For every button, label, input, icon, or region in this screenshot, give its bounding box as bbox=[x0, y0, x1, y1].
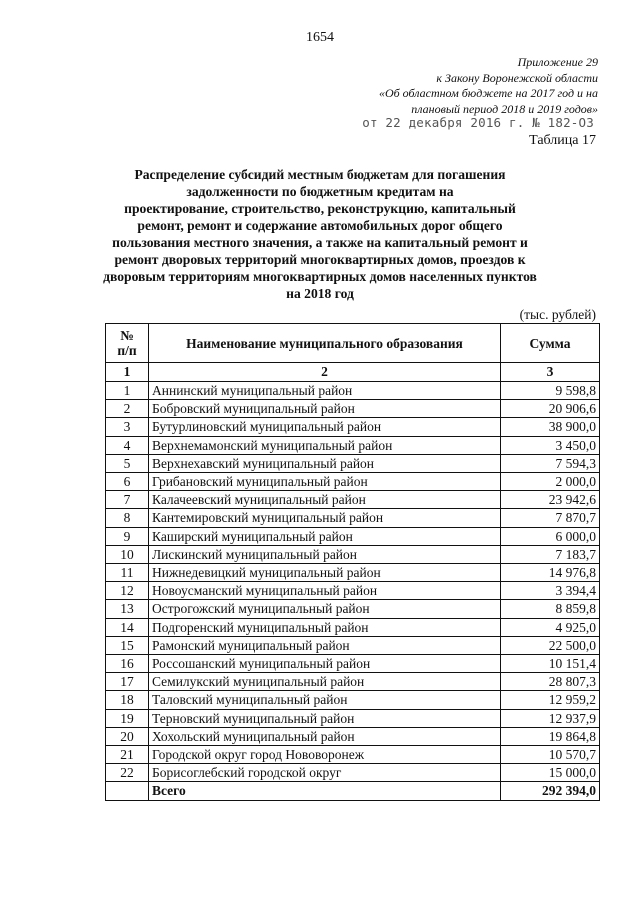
subsidy-amount: 2 000,0 bbox=[501, 473, 600, 491]
municipality-name: Городской округ город Нововоронеж bbox=[149, 746, 501, 764]
appendix-line: «Об областном бюджете на 2017 год и на bbox=[378, 86, 598, 100]
subsidy-amount: 3 394,4 bbox=[501, 582, 600, 600]
subsidy-amount: 38 900,0 bbox=[501, 418, 600, 436]
row-number: 6 bbox=[106, 473, 149, 491]
municipality-name: Борисоглебский городской округ bbox=[149, 764, 501, 782]
subsidy-amount: 9 598,8 bbox=[501, 382, 600, 400]
row-number: 3 bbox=[106, 418, 149, 436]
row-number: 7 bbox=[106, 491, 149, 509]
table-row bbox=[106, 418, 600, 436]
subsidy-amount: 6 000,0 bbox=[501, 527, 600, 545]
title-line: пользования местного значения, а также на капитальный ремонт и bbox=[112, 235, 528, 250]
municipality-name: Терновский муниципальный район bbox=[149, 709, 501, 727]
subsidy-amount: 28 807,3 bbox=[501, 673, 600, 691]
table-row bbox=[106, 600, 600, 618]
title-line: задолженности по бюджетным кредитам на bbox=[186, 184, 454, 199]
subsidy-amount: 20 906,6 bbox=[501, 400, 600, 418]
municipality-name: Калачеевский муниципальный район bbox=[149, 491, 501, 509]
header-num-line: № bbox=[120, 328, 134, 343]
subsidy-amount: 22 500,0 bbox=[501, 636, 600, 654]
row-number: 9 bbox=[106, 527, 149, 545]
row-number: 5 bbox=[106, 454, 149, 472]
table-row bbox=[106, 655, 600, 673]
municipality-name: Бобровский муниципальный район bbox=[149, 400, 501, 418]
total-amount: 292 394,0 bbox=[501, 782, 600, 800]
table-row bbox=[106, 691, 600, 709]
subsidy-amount: 4 925,0 bbox=[501, 618, 600, 636]
row-number: 16 bbox=[106, 655, 149, 673]
municipality-name: Грибановский муниципальный район bbox=[149, 473, 501, 491]
document-title bbox=[90, 166, 550, 302]
table-row bbox=[106, 473, 600, 491]
table-row bbox=[106, 527, 600, 545]
row-number: 22 bbox=[106, 764, 149, 782]
row-number: 19 bbox=[106, 709, 149, 727]
header-num bbox=[106, 324, 149, 363]
municipality-name: Каширский муниципальный район bbox=[149, 527, 501, 545]
table-body bbox=[106, 382, 600, 782]
row-number: 1 bbox=[106, 382, 149, 400]
row-number: 20 bbox=[106, 727, 149, 745]
row-number: 13 bbox=[106, 600, 149, 618]
total-row bbox=[106, 782, 600, 800]
units-label: (тыс. рублей) bbox=[519, 307, 596, 322]
table-row bbox=[106, 764, 600, 782]
total-label: Всего bbox=[149, 782, 501, 800]
table-row bbox=[106, 491, 600, 509]
table-row bbox=[106, 454, 600, 472]
row-number: 15 bbox=[106, 636, 149, 654]
column-number: 1 bbox=[106, 363, 149, 382]
appendix-line: плановый период 2018 и 2019 годов» bbox=[411, 101, 598, 116]
municipality-name: Хохольский муниципальный район bbox=[149, 727, 501, 745]
subsidy-amount: 8 859,8 bbox=[501, 600, 600, 618]
table-row bbox=[106, 382, 600, 400]
municipality-name: Семилукский муниципальный район bbox=[149, 673, 501, 691]
header-amount: Сумма bbox=[501, 324, 600, 363]
table-row bbox=[106, 400, 600, 418]
table-row bbox=[106, 636, 600, 654]
header-name: Наименование муниципального образования bbox=[149, 324, 501, 363]
municipality-name: Таловский муниципальный район bbox=[149, 691, 501, 709]
municipality-name: Нижнедевицкий муниципальный район bbox=[149, 564, 501, 582]
municipality-name: Новоусманский муниципальный район bbox=[149, 582, 501, 600]
table-row bbox=[106, 564, 600, 582]
table-row bbox=[106, 545, 600, 563]
subsidy-amount: 7 594,3 bbox=[501, 454, 600, 472]
column-number: 3 bbox=[501, 363, 600, 382]
subsidy-amount: 3 450,0 bbox=[501, 436, 600, 454]
subsidy-amount: 15 000,0 bbox=[501, 764, 600, 782]
municipality-name: Кантемировский муниципальный район bbox=[149, 509, 501, 527]
law-date-stamp: от 22 декабря 2016 г. № 182-ОЗ bbox=[362, 115, 594, 130]
subsidy-amount: 7 183,7 bbox=[501, 545, 600, 563]
table-header-row bbox=[106, 324, 600, 363]
municipality-name: Рамонский муниципальный район bbox=[149, 636, 501, 654]
row-number: 10 bbox=[106, 545, 149, 563]
title-line: ремонт дворовых территорий многоквартирных домов, проездов к bbox=[114, 252, 526, 267]
title-line: на 2018 год bbox=[286, 286, 354, 301]
municipality-name: Лискинский муниципальный район bbox=[149, 545, 501, 563]
table-row bbox=[106, 673, 600, 691]
row-number: 17 bbox=[106, 673, 149, 691]
appendix-note bbox=[278, 55, 598, 117]
row-number: 4 bbox=[106, 436, 149, 454]
appendix-line: к Закону Воронежской области bbox=[436, 70, 598, 85]
subsidy-amount: 14 976,8 bbox=[501, 564, 600, 582]
title-line: ремонт, ремонт и содержание автомобильных дорог общего bbox=[137, 218, 503, 233]
row-number: 11 bbox=[106, 564, 149, 582]
row-number: 8 bbox=[106, 509, 149, 527]
table-label: Таблица 17 bbox=[529, 133, 596, 148]
total-num-cell bbox=[106, 782, 149, 800]
column-numbering-row bbox=[106, 363, 600, 382]
subsidy-amount: 12 937,9 bbox=[501, 709, 600, 727]
header-num-line: п/п bbox=[117, 343, 137, 358]
subsidy-table bbox=[105, 323, 600, 801]
row-number: 12 bbox=[106, 582, 149, 600]
subsidy-amount: 10 151,4 bbox=[501, 655, 600, 673]
title-line: дворовым территориям многоквартирных домов населенных пунктов bbox=[103, 269, 537, 284]
table-row bbox=[106, 727, 600, 745]
row-number: 21 bbox=[106, 746, 149, 764]
municipality-name: Бутурлиновский муниципальный район bbox=[149, 418, 501, 436]
municipality-name: Верхнемамонский муниципальный район bbox=[149, 436, 501, 454]
municipality-name: Аннинский муниципальный район bbox=[149, 382, 501, 400]
municipality-name: Верхнехавский муниципальный район bbox=[149, 454, 501, 472]
municipality-name: Острогожский муниципальный район bbox=[149, 600, 501, 618]
row-number: 2 bbox=[106, 400, 149, 418]
subsidy-amount: 7 870,7 bbox=[501, 509, 600, 527]
page-number: 1654 bbox=[306, 30, 334, 45]
title-line: проектирование, строительство, реконструкцию, капитальный bbox=[124, 201, 516, 216]
title-line: Распределение субсидий местным бюджетам для погашения bbox=[134, 167, 506, 182]
table-row bbox=[106, 709, 600, 727]
municipality-name: Россошанский муниципальный район bbox=[149, 655, 501, 673]
subsidy-amount: 10 570,7 bbox=[501, 746, 600, 764]
row-number: 14 bbox=[106, 618, 149, 636]
table-row bbox=[106, 618, 600, 636]
table-row bbox=[106, 509, 600, 527]
subsidy-amount: 12 959,2 bbox=[501, 691, 600, 709]
subsidy-amount: 23 942,6 bbox=[501, 491, 600, 509]
table-row bbox=[106, 746, 600, 764]
column-number: 2 bbox=[149, 363, 501, 382]
subsidy-amount: 19 864,8 bbox=[501, 727, 600, 745]
appendix-line: Приложение 29 bbox=[517, 55, 598, 69]
municipality-name: Подгоренский муниципальный район bbox=[149, 618, 501, 636]
table-row bbox=[106, 582, 600, 600]
row-number: 18 bbox=[106, 691, 149, 709]
table-row bbox=[106, 436, 600, 454]
